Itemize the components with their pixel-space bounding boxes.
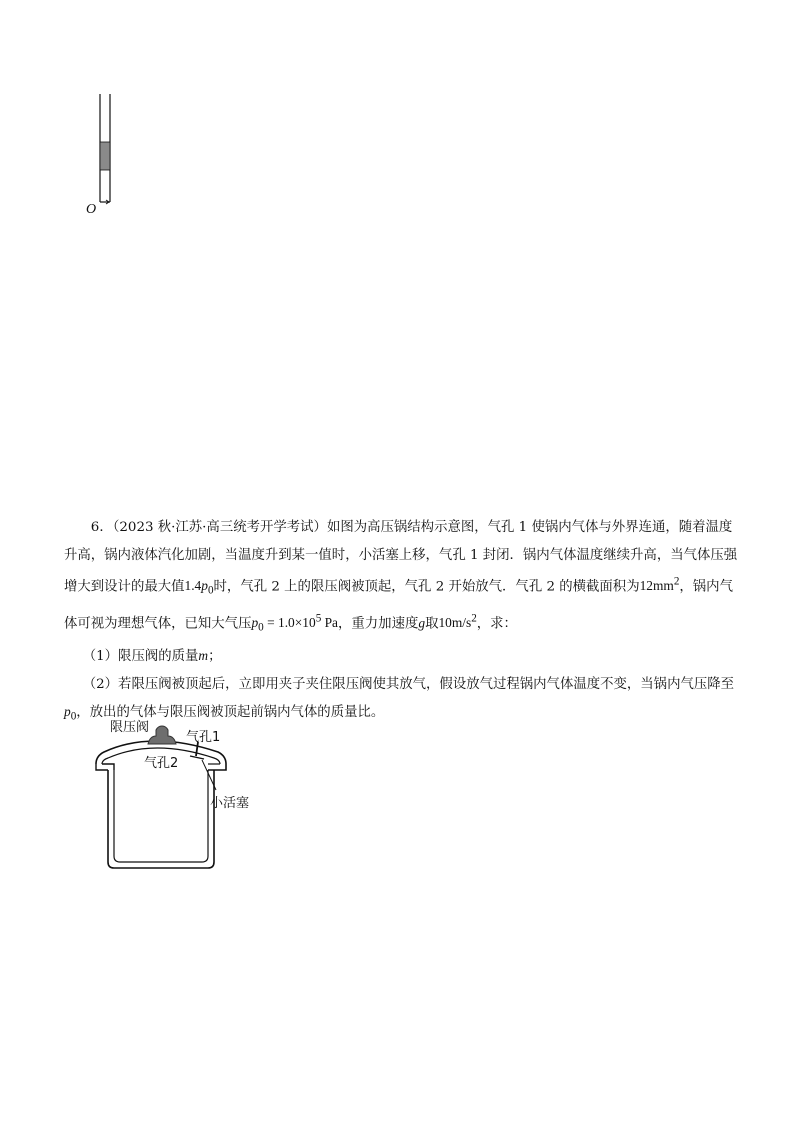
pot-lid-rim-left [96,764,114,770]
pivot-arrow [100,200,109,204]
p0-symbol: p [251,615,259,631]
origin-label: O [86,202,97,217]
q1-text: （1）限压阀的质量 [82,649,199,665]
pot-outer-wall [108,770,214,868]
atmospheric-pressure [251,612,339,634]
q1-end: ； [208,649,222,665]
q2-text-a: （2）若限压阀被顶起后，立即用夹子夹住限压阀使其放气，假设放气过程锅内气体温度不变，当锅内气压降至 [82,676,735,692]
stem-text-4: ，重力加速度 [338,616,419,632]
p0-unit: Pa [321,615,339,631]
max-pressure [184,578,214,598]
q2-text-b: ，放出的气体与限压阀被顶起前锅内气体的质量比。 [76,705,385,721]
g-symbol: g [418,615,426,631]
problem-stem [64,514,740,642]
gravity-value [438,612,477,631]
label-pressure-valve: 限压阀 [110,720,150,735]
problem-source: （2023 秋·江苏·高三统考开学考试） [112,520,327,535]
q2-symbol: p [64,704,71,720]
max-symbol: p [201,578,208,594]
max-sub: 0 [207,585,214,598]
q2-sub: 0 [70,710,77,723]
max-value: 1.4 [184,578,202,594]
p0-exp: 5 [315,612,322,625]
area-value: 12mm [639,578,674,594]
pressure-valve [148,726,176,744]
stem-text-2: 时，气孔 2 上的限压阀被顶起，气孔 2 开始放气．气孔 2 的横截面积为 [213,579,640,595]
problem-number: 6． [90,520,113,535]
label-hole-1: 气孔1 [186,730,221,745]
hole-area [640,578,680,593]
label-hole-2: 气孔2 [144,756,179,771]
stem-text-3: ，锅内气体可视为理想气体，已知大气压 [64,579,733,632]
mercury-column [100,142,110,170]
question-1 [64,642,740,671]
area-exp: 2 [673,576,680,588]
g-exp: 2 [471,612,477,625]
label-small-piston: 小活塞 [210,796,250,811]
small-piston [190,756,204,759]
problem-6 [64,514,740,731]
stem-text-5: 取 [425,616,439,632]
g-value: 10m/s [438,615,472,631]
stem-text-1: 如图为高压锅结构示意图，气孔 1 使锅内气体与外界连通，随着温度升高，锅内液体汽化加剧，当温度升到某一值时，小活塞上移，气孔 1 封闭．锅内气体温度继续升高，当气体压强增大到设计的最大值 [64,520,738,595]
p0-sub: 0 [258,621,264,634]
q1-variable: m [198,648,209,664]
p0-rest: = 1.0×10 [263,615,316,631]
pot-inner-wall [114,770,208,862]
stem-text-6: ，求： [476,616,517,632]
